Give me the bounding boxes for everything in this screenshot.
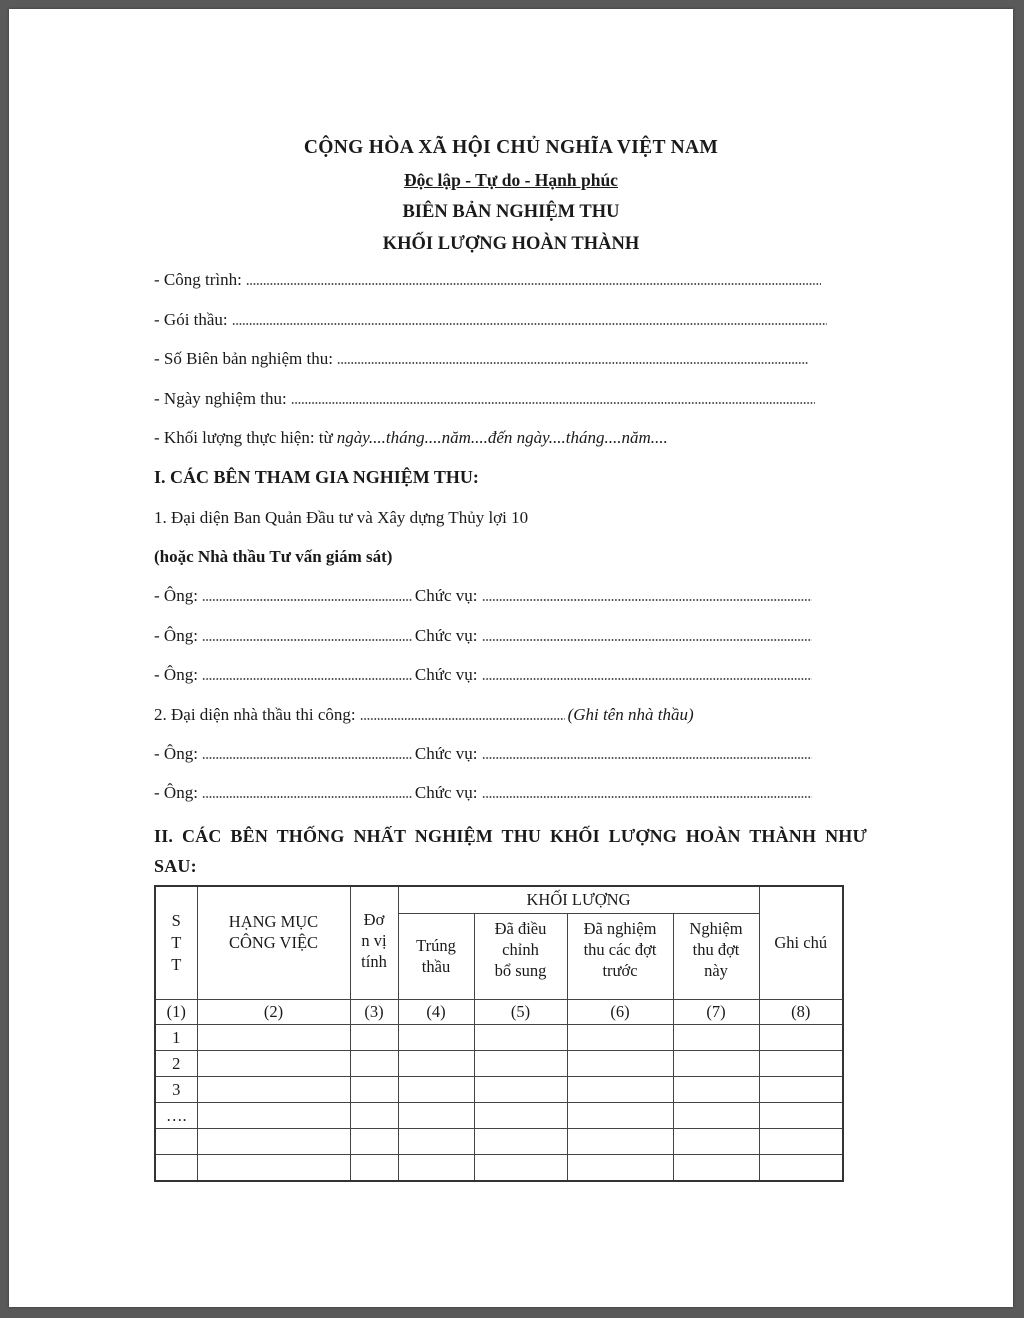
table-cell[interactable]	[567, 1050, 673, 1076]
table-cell[interactable]	[398, 1076, 474, 1102]
table-cell[interactable]	[673, 1128, 759, 1154]
field-ngay-nghiem-thu	[154, 383, 818, 409]
date-range: ngày....tháng....năm....đến ngày....tháng....năm....	[336, 428, 668, 447]
table-cell[interactable]	[350, 1024, 398, 1050]
table-cell[interactable]	[474, 1050, 567, 1076]
party-1-title: 1. Đại diện Ban Quản Đầu tư và Xây dựng Thủy lợi 10	[154, 508, 529, 527]
table-cell[interactable]	[474, 1024, 567, 1050]
table-cell[interactable]	[567, 1128, 673, 1154]
table-cell[interactable]	[567, 1024, 673, 1050]
field-label: - Gói thầu:	[154, 310, 228, 329]
col-number: (5)	[474, 999, 567, 1024]
fill-line	[202, 598, 412, 602]
field-label: - Công trình:	[154, 270, 242, 289]
section-2-title: II. CÁC BÊN THỐNG NHẤT NGHIỆM THU KHỐI LƯỢNG HOÀN THÀNH NHƯ SAU:	[154, 826, 867, 876]
header-trung-thau: Trúng thầu	[398, 913, 474, 999]
fill-line	[482, 756, 812, 760]
row-stt: ….	[155, 1102, 197, 1128]
party-2-title: 2. Đại diện nhà thầu thi công:	[154, 705, 356, 724]
party-2-row	[154, 699, 694, 725]
col-number: (7)	[673, 999, 759, 1024]
table-cell[interactable]	[197, 1154, 350, 1181]
table-cell[interactable]	[398, 1154, 474, 1181]
fill-line	[360, 717, 565, 721]
table-row	[155, 1076, 843, 1102]
person-label: - Ông:	[154, 665, 198, 684]
fill-line	[232, 322, 827, 326]
table-cell[interactable]	[350, 1076, 398, 1102]
table-cell[interactable]	[759, 1050, 843, 1076]
row-stt	[155, 1154, 197, 1181]
table-cell[interactable]	[474, 1128, 567, 1154]
person-row	[154, 580, 815, 606]
person-label: - Ông:	[154, 783, 198, 802]
table-cell[interactable]	[759, 1154, 843, 1181]
field-so-bien-ban	[154, 343, 812, 369]
field-cong-trinh	[154, 264, 824, 290]
field-label: - Số Biên bản nghiệm thu:	[154, 349, 333, 368]
table-cell[interactable]	[398, 1128, 474, 1154]
table-cell[interactable]	[197, 1024, 350, 1050]
table-row	[155, 1128, 843, 1154]
table-cell[interactable]	[567, 1102, 673, 1128]
table-cell[interactable]	[398, 1102, 474, 1128]
row-stt: 2	[155, 1050, 197, 1076]
table-cell[interactable]	[197, 1076, 350, 1102]
col-number: (2)	[197, 999, 350, 1024]
table-cell[interactable]	[474, 1154, 567, 1181]
party-2-note: (Ghi tên nhà thầu)	[567, 705, 694, 724]
field-label: - Ngày nghiệm thu:	[154, 389, 287, 408]
table-cell[interactable]	[759, 1024, 843, 1050]
table-cell[interactable]	[350, 1102, 398, 1128]
table-cell[interactable]	[474, 1076, 567, 1102]
table-cell[interactable]	[474, 1102, 567, 1128]
fill-line	[246, 282, 821, 286]
row-stt: 1	[155, 1024, 197, 1050]
header-da-nghiem-thu: Đã nghiệm thu các đợt trước	[567, 913, 673, 999]
document-subtitle: KHỐI LƯỢNG HOÀN THÀNH	[382, 234, 640, 254]
header-da-dieu-chinh: Đã điều chỉnh bổ sung	[474, 913, 567, 999]
volume-table	[154, 885, 844, 1182]
position-label: Chức vụ:	[414, 586, 478, 605]
header-khoi-luong: KHỐI LƯỢNG	[398, 886, 759, 913]
field-goi-thau	[154, 304, 830, 330]
party-1-alt: (hoặc Nhà thầu Tư vấn giám sát)	[154, 547, 393, 566]
table-cell[interactable]	[673, 1050, 759, 1076]
table-cell[interactable]	[350, 1050, 398, 1076]
table-cell[interactable]	[350, 1128, 398, 1154]
table-row	[155, 1024, 843, 1050]
fill-line	[202, 638, 412, 642]
person-row	[154, 777, 815, 803]
fill-line	[482, 795, 812, 799]
table-cell[interactable]	[673, 1154, 759, 1181]
person-label: - Ông:	[154, 626, 198, 645]
col-number: (4)	[398, 999, 474, 1024]
fill-line	[202, 677, 412, 681]
fill-line	[202, 756, 412, 760]
position-label: Chức vụ:	[414, 744, 478, 763]
row-stt: 3	[155, 1076, 197, 1102]
fill-line	[202, 795, 412, 799]
field-label: - Khối lượng thực hiện: từ	[154, 428, 333, 447]
document-title: BIÊN BẢN NGHIỆM THU	[402, 202, 620, 222]
fill-line	[291, 401, 815, 405]
field-khoi-luong	[154, 422, 668, 448]
table-row	[155, 1154, 843, 1181]
col-number: (6)	[567, 999, 673, 1024]
position-label: Chức vụ:	[414, 665, 478, 684]
header-hang-muc: HẠNG MỤC CÔNG VIỆC	[197, 886, 350, 999]
table-cell[interactable]	[673, 1102, 759, 1128]
table-cell[interactable]	[759, 1076, 843, 1102]
row-stt	[155, 1128, 197, 1154]
person-row	[154, 659, 815, 685]
header-ghi-chu: Ghi chú	[759, 886, 843, 999]
table-row	[155, 1102, 843, 1128]
header-stt: S T T	[155, 886, 197, 999]
fill-line	[482, 598, 812, 602]
table-cell[interactable]	[398, 1024, 474, 1050]
fill-line	[482, 677, 812, 681]
fill-line	[337, 361, 809, 365]
col-number: (3)	[350, 999, 398, 1024]
person-row	[154, 620, 815, 646]
col-number: (8)	[759, 999, 843, 1024]
motto: Độc lập - Tự do - Hạnh phúc	[404, 170, 618, 190]
table-cell[interactable]	[673, 1076, 759, 1102]
table-row	[155, 1050, 843, 1076]
table-cell[interactable]	[567, 1154, 673, 1181]
person-row	[154, 738, 815, 764]
person-label: - Ông:	[154, 586, 198, 605]
table-cell[interactable]	[398, 1050, 474, 1076]
person-label: - Ông:	[154, 744, 198, 763]
section-1-title: I. CÁC BÊN THAM GIA NGHIỆM THU:	[154, 467, 479, 487]
table-cell[interactable]	[759, 1128, 843, 1154]
position-label: Chức vụ:	[414, 626, 478, 645]
header-nghiem-thu-dot: Nghiệm thu đợt này	[673, 913, 759, 999]
position-label: Chức vụ:	[414, 783, 478, 802]
document-page	[9, 9, 1013, 1307]
col-number: (1)	[155, 999, 197, 1024]
table-cell[interactable]	[673, 1024, 759, 1050]
country-title: CỘNG HÒA XÃ HỘI CHỦ NGHĨA VIỆT NAM	[303, 137, 719, 158]
table-cell[interactable]	[759, 1102, 843, 1128]
fill-line	[482, 638, 812, 642]
table-cell[interactable]	[197, 1050, 350, 1076]
header-don-vi: Đơ n vị tính	[350, 886, 398, 999]
table-cell[interactable]	[197, 1102, 350, 1128]
table-cell[interactable]	[197, 1128, 350, 1154]
table-cell[interactable]	[567, 1076, 673, 1102]
table-cell[interactable]	[350, 1154, 398, 1181]
